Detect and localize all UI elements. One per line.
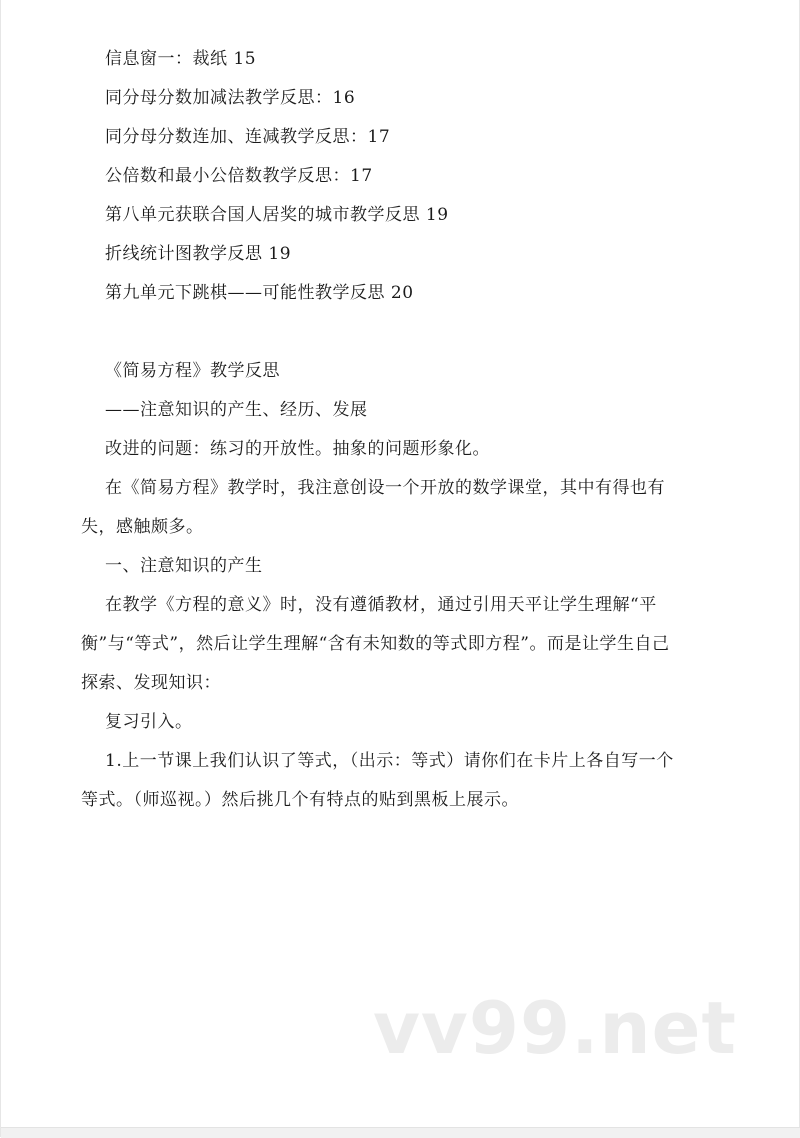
toc-item: 信息窗一：裁纸 15 [105, 49, 257, 69]
paragraph-line: 失，感触颇多。 [81, 517, 204, 537]
paragraph-line: 在教学《方程的意义》时，没有遵循教材，通过引用天平让学生理解“平 [105, 595, 657, 615]
section-heading: 一、注意知识的产生 [105, 556, 263, 576]
page-bottom-strip [1, 1127, 800, 1138]
paragraph-line: 复习引入。 [105, 712, 193, 732]
toc-item: 第八单元获联合国人居奖的城市教学反思 19 [105, 205, 449, 225]
article-subtitle: ——注意知识的产生、经历、发展 [105, 400, 368, 420]
paragraph-line: 探索、发现知识： [81, 673, 221, 693]
toc-item: 同分母分数连加、连减教学反思：17 [105, 127, 391, 147]
toc-item: 折线统计图教学反思 19 [105, 244, 292, 264]
paragraph-line: 1.上一节课上我们认识了等式，（出示：等式）请你们在卡片上各自写一个 [105, 751, 674, 771]
toc-item: 第九单元下跳棋——可能性教学反思 20 [105, 283, 414, 303]
paragraph-line: 衡”与“等式”，然后让学生理解“含有未知数的等式即方程”。而是让学生自己 [81, 634, 670, 654]
article-title: 《简易方程》教学反思 [105, 361, 280, 381]
toc-item: 公倍数和最小公倍数教学反思：17 [105, 166, 373, 186]
paragraph-line: 在《简易方程》教学时，我注意创设一个开放的数学课堂，其中有得也有 [105, 478, 665, 498]
paragraph-line: 等式。（师巡视。）然后挑几个有特点的贴到黑板上展示。 [81, 790, 519, 810]
toc-item: 同分母分数加减法教学反思：16 [105, 88, 356, 108]
watermark-text: vv99.net [373, 986, 737, 1070]
article-intro: 改进的问题：练习的开放性。抽象的问题形象化。 [105, 439, 490, 459]
